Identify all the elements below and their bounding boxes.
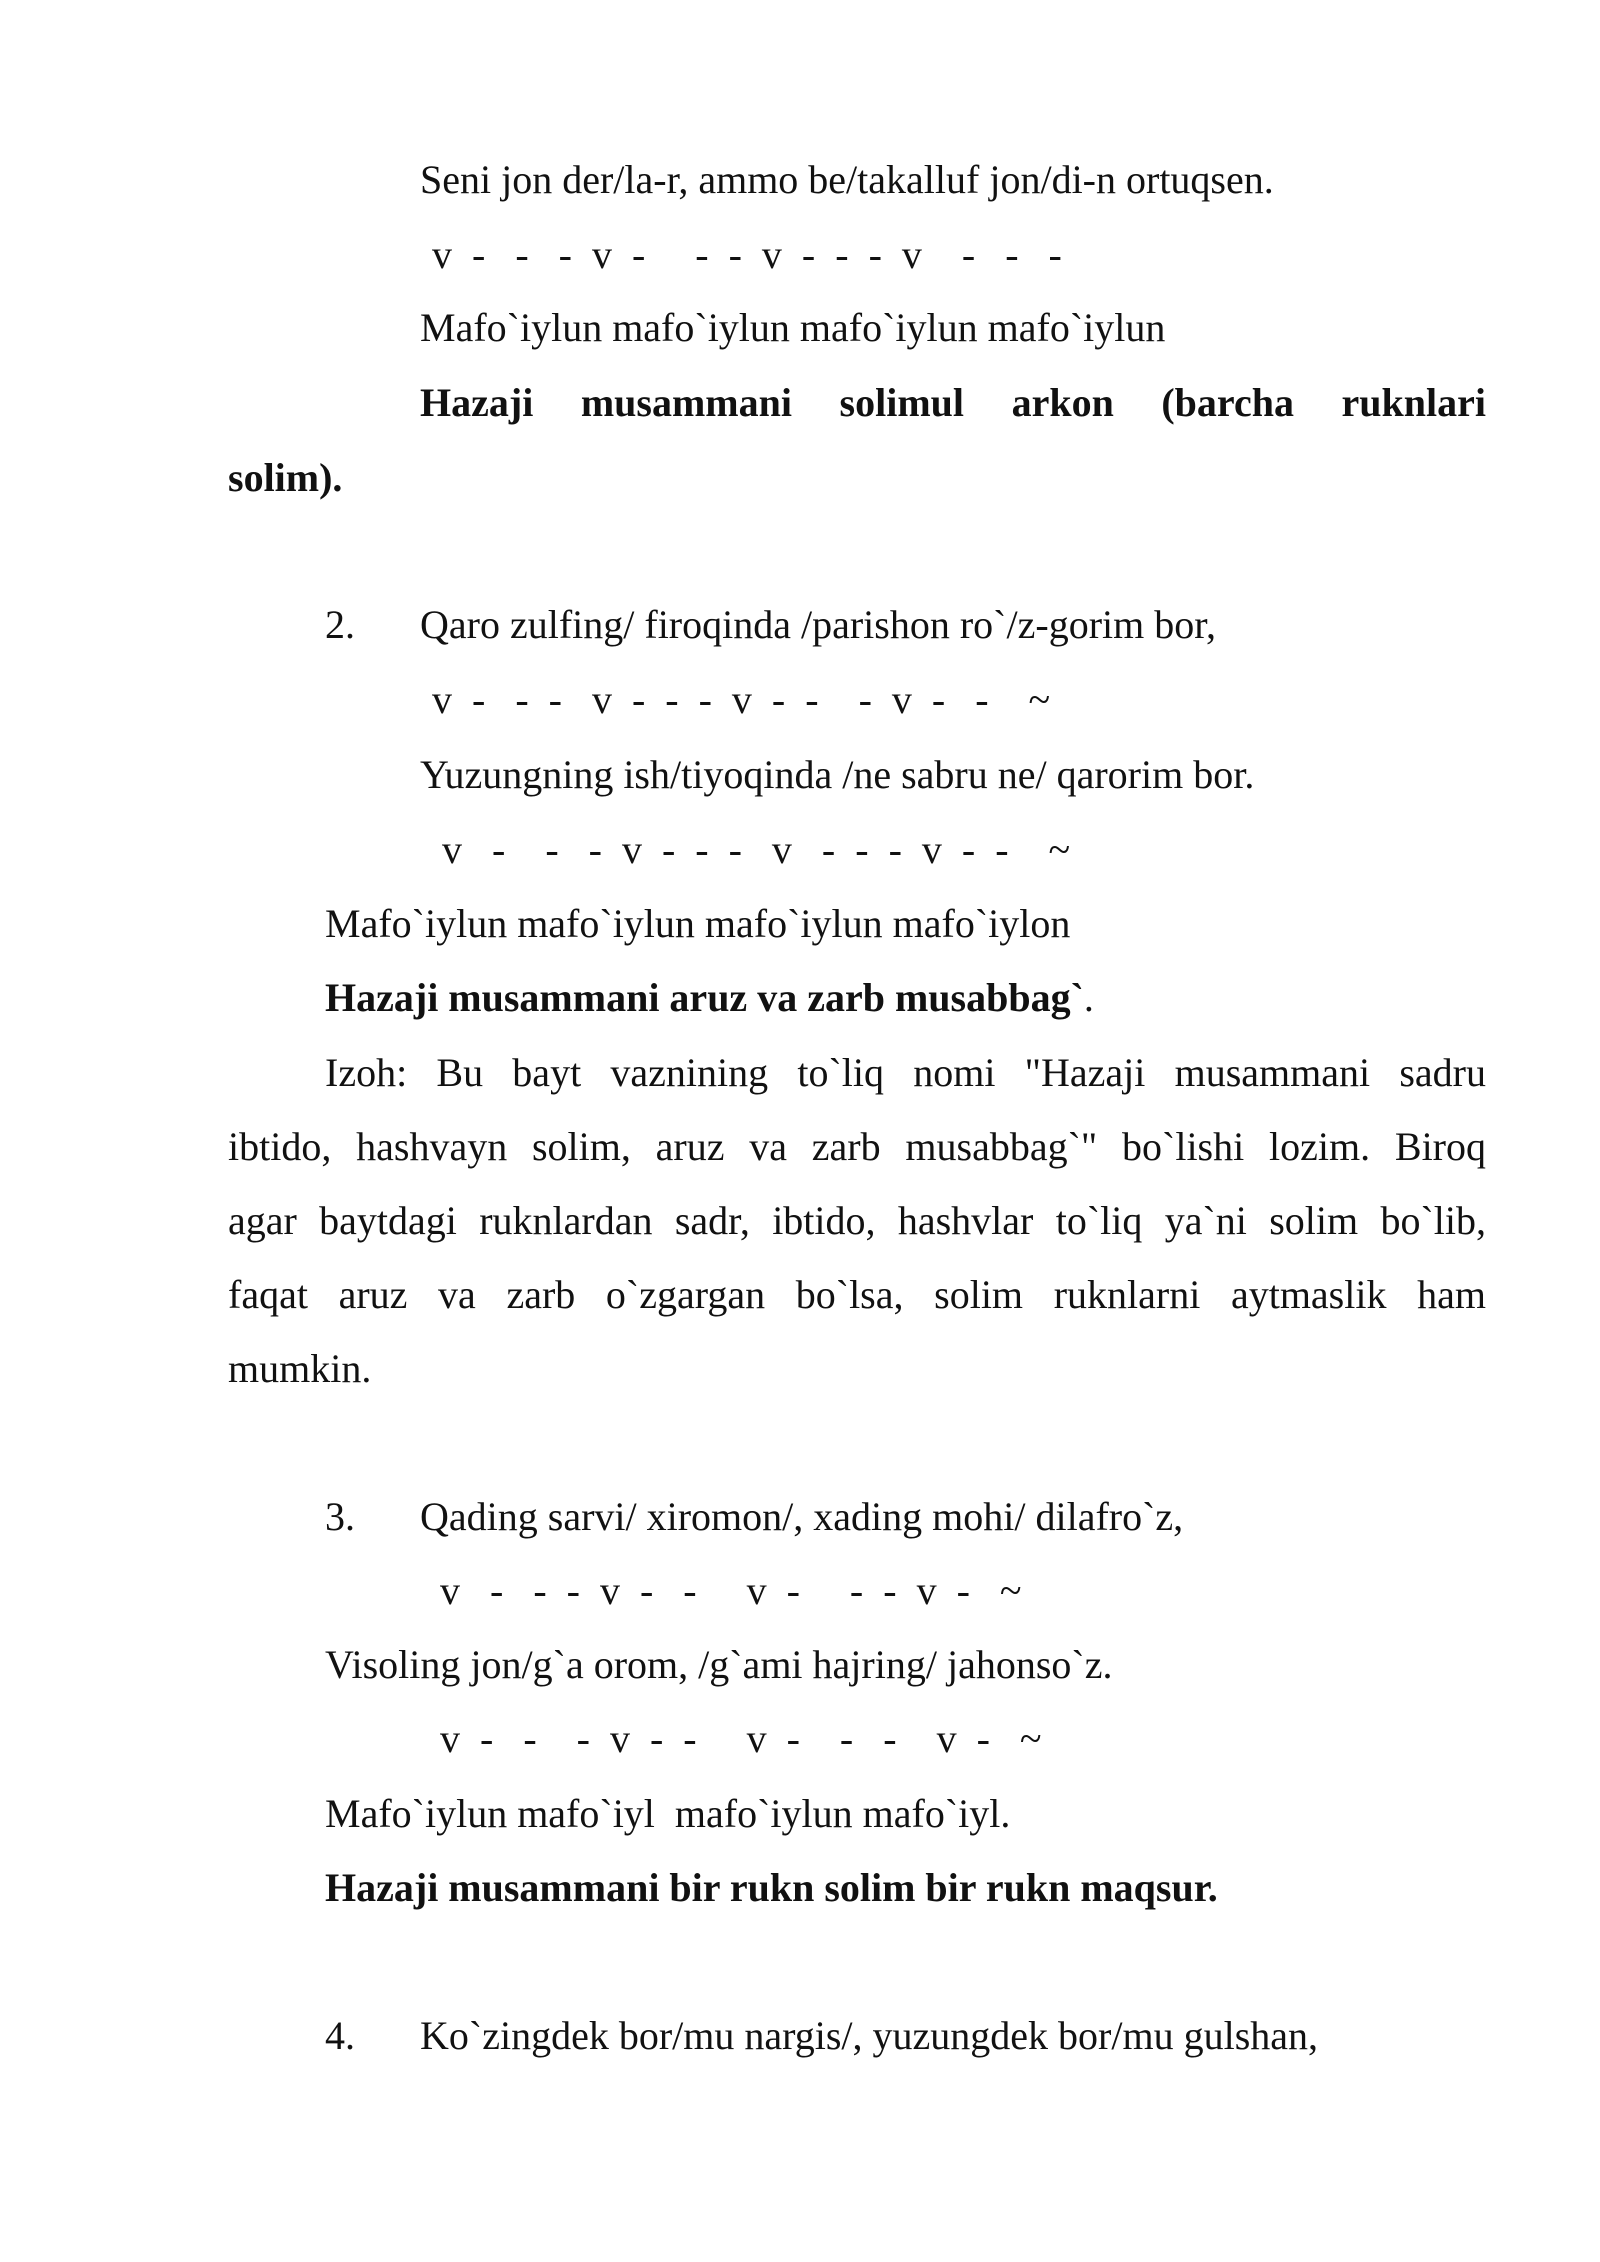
note-line-2: ibtido, hashvayn solim, aruz va zarb musabbag`" bo`lishi lozim. Biroq [228,1124,1486,1169]
item-number-4: 4. [325,2013,355,2058]
scansion-line-1: v - - - v - - - v - - - v - - - [432,232,1062,277]
meter-line-1: Mafo`iylun mafo`iylun mafo`iylun mafo`iylun [420,305,1166,350]
meter-name-2-text: Hazaji musammani aruz va zarb musabbag` [325,975,1084,1020]
meter-name-2 [325,973,1094,1023]
meter-name-1-cont: solim). [228,455,343,500]
meter-name-3: Hazaji musammani bir rukn solim bir rukn maqsur. [325,1865,1218,1910]
scansion-line-5: v - - - v - - v - - - v - ~ [440,1716,1042,1761]
item-number-2: 2. [325,602,355,647]
meter-line-3: Mafo`iylun mafo`iyl mafo`iylun mafo`iyl. [325,1791,1011,1836]
note-line-5: mumkin. [228,1346,372,1391]
verse-line-4: Qading sarvi/ xiromon/, xading mohi/ dilafro`z, [420,1494,1184,1539]
scansion-line-4: v - - - v - - v - - - v - ~ [440,1568,1022,1613]
verse-line-2: Qaro zulfing/ firoqinda /parishon ro`/z-gorim bor, [420,602,1216,647]
note-line-1: Izoh: Bu bayt vaznining to`liq nomi "Hazaji musammani sadru [325,1050,1486,1095]
scansion-line-2: v - - - v - - - v - - - v - - ~ [432,677,1051,722]
scansion-line-3: v - - - v - - - v - - - v - - ~ [432,827,1071,872]
verse-line-3: Yuzungning ish/tiyoqinda /ne sabru ne/ qarorim bor. [420,752,1255,797]
note-line-4: faqat aruz va zarb o`zgargan bo`lsa, solim ruknlarni aytmaslik ham [228,1272,1486,1317]
item-number-3: 3. [325,1494,355,1539]
meter-line-2: Mafo`iylun mafo`iylun mafo`iylun mafo`iylon [325,901,1071,946]
meter-name-1: Hazaji musammani solimul arkon (barcha ruknlari [420,380,1486,425]
verse-line-1: Seni jon der/la-r, ammo be/takalluf jon/di-n ortuqsen. [420,157,1274,202]
meter-name-2-dot: . [1083,975,1094,1020]
verse-line-5: Visoling jon/g`a orom, /g`ami hajring/ jahonso`z. [325,1642,1113,1687]
note-line-3: agar baytdagi ruknlardan sadr, ibtido, hashvlar to`liq ya`ni solim bo`lib, [228,1198,1486,1243]
verse-line-6: Ko`zingdek bor/mu nargis/, yuzungdek bor/mu gulshan, [420,2013,1319,2058]
